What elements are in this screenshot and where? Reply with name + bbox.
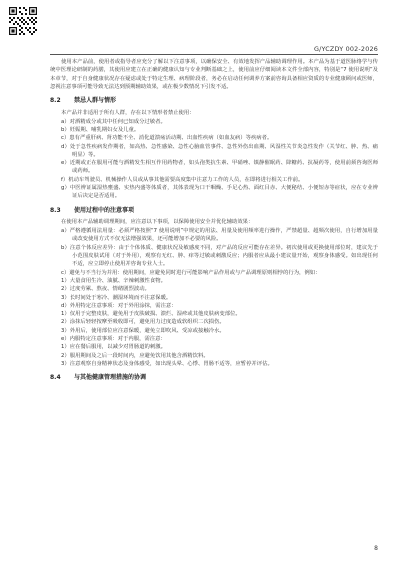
header-rule: [50, 54, 378, 55]
sub-list-item: 1）应在餐后服用，以减少对胃肠道的刺激。: [61, 344, 166, 351]
sub-list-item: 1）仅用于完整皮肤，避免用于皮肤破损、溃烂、湿疹或其他皮肤病变部位。: [61, 311, 241, 318]
sub-list-item: 3）注意观察自身精神状态及身体感受，如出现头晕、心悸、胃肠不适等，应暂停并评估。: [61, 360, 273, 367]
sub-list-item: 2）服用期间及之后一段时间内，应避免饮用其他含酒精饮料。: [61, 352, 209, 359]
sub-list-item: 3）外用后，使用部位应注意保暖，避免立即吹风、受凉或接触冷水。: [61, 327, 225, 334]
section-8-2-lead: 本产品并非适用于所有人群，存在以下情形者禁止使用：: [61, 109, 195, 116]
list-item: c）避免与不当行为并用：使用期间，应避免同时进行可能影响产品作用或与产品调理原则相悖的行为，例如：: [61, 269, 321, 276]
list-item: b）注意个体反应差异：由于个体体质、健康状况及敏感度不同，对产品的反应可能存在差异。初次使用或更换使用部位时，建议先于小范围皮肤试用（对于外用），观察有无红、肿、痒等过敏或刺激反应；内服者应从最小建议量开始，观察身体感受。如出现任何不适，应立即停止使用并咨询专业人士。: [61, 244, 378, 268]
document-body: [50, 58, 378, 386]
section-8-3-lead: 在使用本产品辅助调理期间，应注意以下事项，以保障使用安全并优化辅助效果：: [61, 219, 254, 226]
document-code: G/YCZDY 002-2026: [314, 45, 378, 53]
section-title: 与其他健康管理措施的协调: [74, 374, 147, 382]
list-item: c）患有严重肝病、肾功能不全、消化道溃疡活动期、出血性疾病（如血友病）等疾病者。: [61, 135, 273, 142]
list-item: a）对酒精成分或其中任何已知成分过敏者。: [61, 118, 166, 125]
section-8-4-heading: [50, 374, 378, 382]
list-item: e）近期或正在服用可能与酒精发生相互作用药物者，如头孢类抗生素、甲硝唑、镇静催眠药、降糖药、抗凝药等，使用前须咨询医师或药师。: [61, 160, 378, 175]
section-title: 禁忌人群与情形: [74, 97, 117, 105]
section-number: 8.3: [50, 206, 61, 214]
list-item: b）妊娠期、哺乳期妇女及儿童。: [61, 126, 140, 133]
list-item: a）严格遵循用法用量：必须严格按照“7 使用说明”中规定的用法、用量及使用频率进行操作，严禁超量、超频次使用，自行增加用量或改变使用方式不仅无法增强效果，还可能增加不必要的风险。: [61, 228, 378, 243]
section-title: 使用过程中的注意事项: [74, 206, 135, 214]
section-8-2-heading: [50, 97, 378, 105]
list-item: f）机动车驾驶员、机械操作人员或从事其他需要高度集中注意力工作的人员，在即将进行相关工作前。: [61, 176, 304, 183]
sub-list-item: 3）长时间处于寒冷、潮湿环境而不注意保暖。: [61, 294, 172, 301]
qr-code-icon: [8, 6, 38, 36]
page-number: 8: [374, 545, 378, 552]
sub-list-item: 2）涂抹后轻轻按摩至吸收即可，避免用力过度造成软组织二次损伤。: [61, 319, 225, 326]
list-item: d）处于急性疾病发作期者，如高热、急性感染、急性心脑血管事件、急性外伤出血期、风湿性关节炎急性发作（关节红、肿、热、痛明显）等。: [61, 143, 378, 158]
list-item: d）外用特定注意事项：对于外用涂抹，需注意：: [61, 302, 177, 309]
section-8-3-heading: [50, 207, 378, 215]
sub-list-item: 1）大量食用生冷、油腻、辛辣刺激性食物。: [61, 277, 166, 284]
list-item: e）内服特定注意事项：对于内服，需注意：: [61, 335, 166, 342]
section-number: 8.2: [50, 97, 61, 105]
intro-paragraph: 使用本产品前，使用者或指导者应充分了解以下注意事项，以确保安全、有效地发挥产品辅助调理作用。本产品为基于道医脉络学与传统中医理论研制的药膳，其使用应建立在正确的健康认知与专业判断基础之上，使用前应仔细阅读本文件全部内容，特别是“7 使用说明”及本章节，对于自身健康状况存在疑虑或处于特定生理、病理阶段者，务必在启动任何调养方案前咨询具备相应资质的专业健康顾问或医师，忽视注意事项可能导致无法达到预期辅助效果，或在极少数情况下引发不适。: [50, 59, 378, 90]
list-item: g）中医辨证属湿热壅盛、实热内盛等体质者，其体表现为口干咽燥、手足心热、面红目赤、大便秘结、小便短赤等症状，应在专业辨证后决定是否适用。: [61, 185, 378, 200]
sub-list-item: 2）过度劳累、熬夜、情绪剧烈波动。: [61, 286, 150, 293]
section-number: 8.4: [50, 374, 61, 382]
